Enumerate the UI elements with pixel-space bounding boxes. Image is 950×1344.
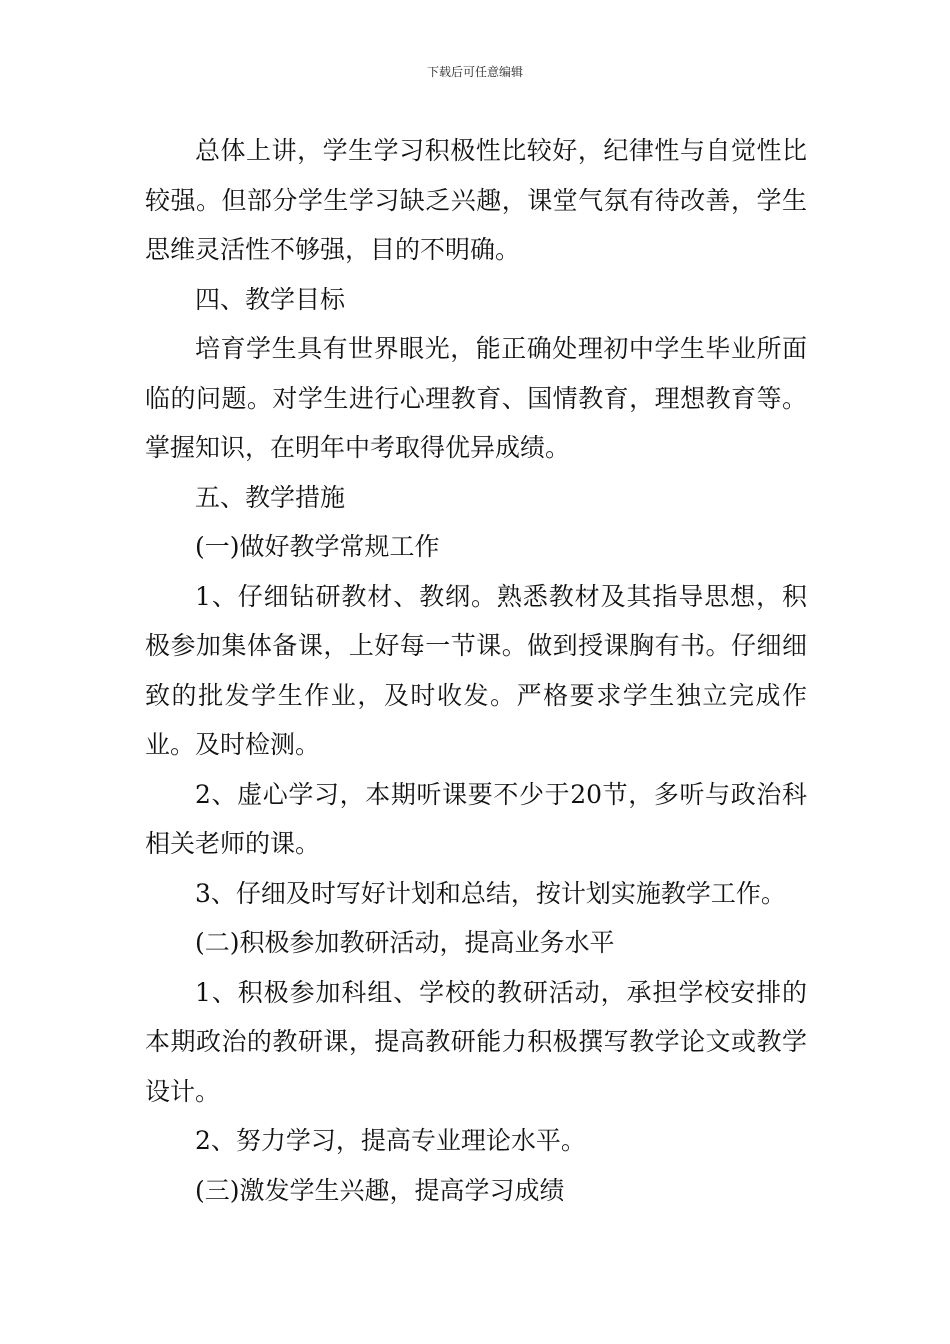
document-body: [145, 126, 807, 1215]
subheading-research-activities: (二)积极参加教研活动，提高业务水平: [195, 928, 615, 957]
paragraph-class-analysis: 总体上讲，学生学习积极性比较好，纪律性与自觉性比较强。但部分学生学习缺乏兴趣，课堂气氛有待改善，学生思维灵活性不够强，目的不明确。: [145, 136, 807, 264]
paragraph-teaching-goals: 培育学生具有世界眼光，能正确处理初中学生毕业所面临的问题。对学生进行心理教育、国情教育，理想教育等。掌握知识，在明年中考取得优异成绩。: [145, 334, 807, 462]
heading-teaching-goals: 四、教学目标: [195, 284, 346, 314]
subheading-routine-work: (一)做好教学常规工作: [195, 532, 440, 561]
list-item-study-materials: 1、仔细钻研教材、教纲。熟悉教材及其指导思想，积极参加集体备课，上好每一节课。做到授课胸有书。仔细细致的批发学生作业，及时收发。严格要求学生独立完成作业。及时检测。: [145, 581, 807, 759]
list-item-plans-summaries: 3、仔细及时写好计划和总结，按计划实施教学工作。: [195, 878, 786, 908]
list-item-study-theory: 2、努力学习，提高专业理论水平。: [195, 1126, 586, 1155]
page-header: 下载后可任意编辑: [426, 65, 523, 79]
heading-teaching-measures: 五、教学措施: [195, 482, 346, 512]
list-item-attend-lessons: 2、虚心学习，本期听课要不少于20节，多听与政治科相关老师的课。: [145, 779, 807, 858]
subheading-student-interest: (三)激发学生兴趣，提高学习成绩: [195, 1175, 565, 1205]
list-item-research-participation: 1、积极参加科组、学校的教研活动，承担学校安排的本期政治的教研课，提高教研能力积极撰写教学论文或教学设计。: [145, 977, 807, 1106]
